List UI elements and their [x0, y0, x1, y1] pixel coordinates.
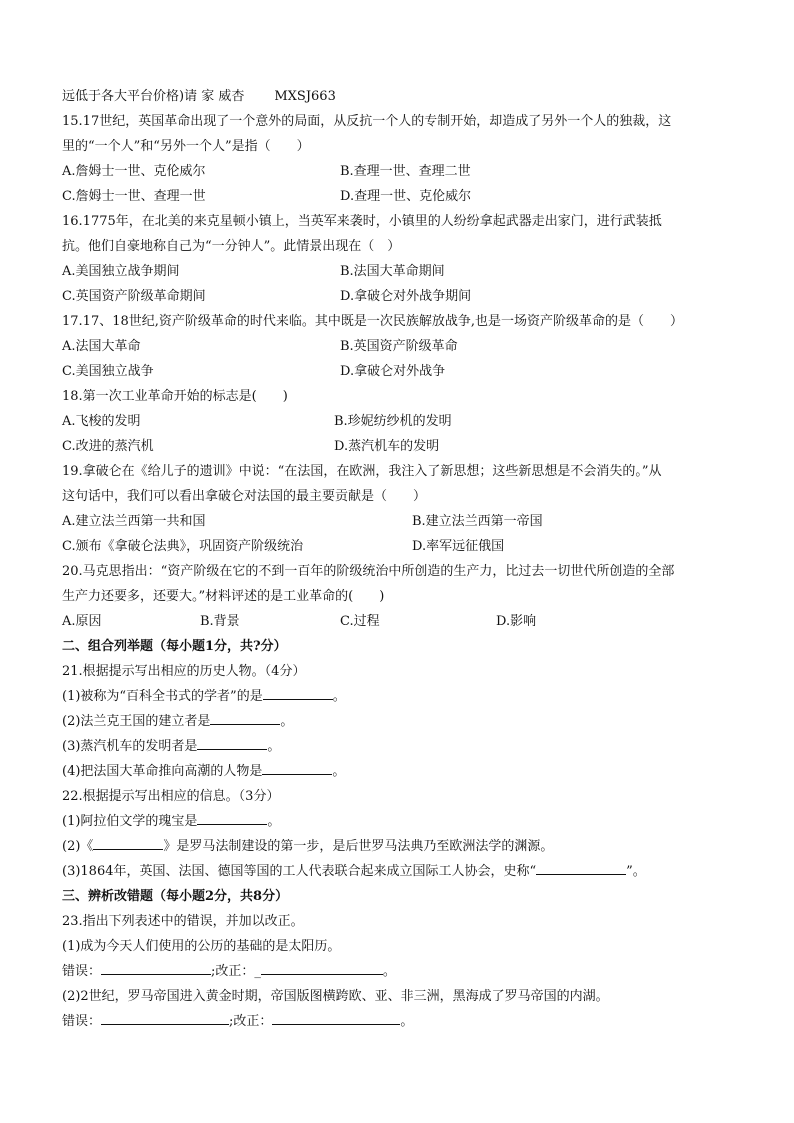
q21-stem: 21.根据提示写出相应的历史人物。（4分） — [62, 664, 306, 679]
q23-error-blank-2[interactable] — [101, 1010, 229, 1025]
q16-option-a: A.美国独立战争期间 — [62, 264, 180, 279]
q20-options-row — [62, 609, 738, 634]
q21-item-4-text: (4)把法国大革命推向高潮的人物是 — [62, 764, 263, 779]
q21-item-2-text: (2)法兰克王国的建立者是 — [62, 714, 211, 729]
q23-answer-line-2 — [62, 1009, 738, 1034]
q22-item-2-text: 》是罗马法制建设的第一步，是后世罗马法典乃至欧洲法学的渊源。 — [163, 839, 554, 854]
q23-stem: 23.指出下列表述中的错误，并加以改正。 — [62, 914, 304, 929]
q21-item-3-text: (3)蒸汽机车的发明者是 — [62, 739, 198, 754]
q18-stem: 18.第一次工业革命开始的标志是( ) — [62, 389, 288, 404]
q19-option-b: B.建立法兰西第一帝国 — [412, 514, 543, 529]
q21-item-1-end: 。 — [332, 689, 346, 704]
q23-fix-blank-2[interactable] — [272, 1010, 400, 1025]
q17-option-a: A.法国大革命 — [62, 339, 141, 354]
q21-answer-blank-2[interactable] — [210, 710, 280, 725]
q20-option-a: A.原因 — [62, 614, 102, 629]
section-3-title: 三、辨析改错题（每小题2分，共8分） — [62, 889, 289, 904]
q20-stem-1: 20.马克思指出：“资产阶级在它的不到一百年的阶级统治中所创造的生产力，比过去一切世代所创造的全部 — [62, 564, 675, 579]
q22-item-3-text: (3)1864年，英国、法国、德国等国的工人代表联合起来成立国际工人协会，史称“ — [62, 864, 537, 879]
q18-option-b: B.珍妮纺纱机的发明 — [334, 414, 452, 429]
q19-option-d: D.率军远征俄国 — [412, 539, 505, 554]
q20-stem-2: 生产力还要多，还要大。”材料评述的是工业革命的( ) — [62, 589, 385, 604]
q22-answer-blank-1[interactable] — [197, 810, 267, 825]
q17-options-row-2 — [62, 359, 738, 384]
q15-stem-2: 里的“一个人”和“另外一个人”是指（ ） — [62, 139, 310, 154]
q20-option-b: B.背景 — [200, 614, 240, 629]
q23-answer-line-1 — [62, 959, 738, 984]
q23-error-label-1: 错误： — [62, 964, 102, 979]
q18-option-c: C.改进的蒸汽机 — [62, 439, 154, 454]
q15-option-d: D.查理一世、克伦威尔 — [340, 189, 472, 204]
q23-error-blank-1[interactable] — [101, 960, 211, 975]
q19-options-row-1 — [62, 509, 738, 534]
q22-answer-blank-3[interactable] — [536, 860, 626, 875]
q21-item-3-end: 。 — [267, 739, 281, 754]
q21-answer-blank-3[interactable] — [197, 735, 267, 750]
q19-stem-1: 19.拿破仑在《给儿子的遗训》中说：“在法国，在欧洲，我注入了新思想；这些新思想是不会消失的。”从 — [62, 464, 662, 479]
q17-options-row-1 — [62, 334, 738, 359]
header-line — [62, 84, 738, 109]
q15-stem-1: 15.17世纪，英国革命出现了一个意外的局面，从反抗一个人的专制开始，却造成了另外一个人的独裁，这 — [62, 114, 672, 129]
q22-answer-blank-2[interactable] — [93, 835, 163, 850]
q21-item-3 — [62, 734, 738, 759]
q19-stem-2: 这句话中，我们可以看出拿破仑对法国的最主要贡献是（ ） — [62, 489, 427, 504]
q22-item-2-start: (2)《 — [62, 839, 94, 854]
q20-option-c: C.过程 — [340, 614, 380, 629]
q23-item-2: (2)2世纪，罗马帝国进入黄金时期，帝国版图横跨欧、亚、非三洲，黑海成了罗马帝国的内湖。 — [62, 989, 609, 1004]
q18-options-row-1 — [62, 409, 738, 434]
q21-answer-blank-1[interactable] — [263, 685, 333, 700]
q21-item-2-end: 。 — [280, 714, 294, 729]
q23-answer-end-1: 。 — [382, 964, 396, 979]
q16-stem-1: 16.1775年，在北美的来克星顿小镇上，当英军来袭时，小镇里的人纷纷拿起武器走出家门，进行武装抵 — [62, 214, 662, 229]
q23-answer-end-2: 。 — [400, 1014, 414, 1029]
q17-option-b: B.英国资产阶级革命 — [340, 339, 458, 354]
q16-option-d: D.拿破仑对外战争期间 — [340, 289, 472, 304]
q21-item-4-end: 。 — [332, 764, 346, 779]
header-text: 远低于各大平台价格)请 家 威杏 — [62, 89, 245, 104]
q21-item-1 — [62, 684, 738, 709]
q15-option-c: C.詹姆士一世、查理一世 — [62, 189, 206, 204]
q15-options-row-1 — [62, 159, 738, 184]
q20-option-d: D.影响 — [496, 614, 537, 629]
exam-page — [62, 84, 738, 1034]
q22-item-2 — [62, 834, 738, 859]
q16-options-row-1 — [62, 259, 738, 284]
q22-item-1-text: (1)阿拉伯文学的瑰宝是 — [62, 814, 198, 829]
q18-options-row-2 — [62, 434, 738, 459]
q23-item-1: (1)成为今天人们使用的公历的基础的是太阳历。 — [62, 939, 341, 954]
q15-option-a: A.詹姆士一世、克伦威尔 — [62, 164, 206, 179]
q22-item-1 — [62, 809, 738, 834]
q23-error-label-2: 错误： — [62, 1014, 102, 1029]
q17-option-c: C.美国独立战争 — [62, 364, 154, 379]
q21-item-4 — [62, 759, 738, 784]
section-2-title: 二、组合列举题（每小题1分，共?分） — [62, 639, 287, 654]
q22-item-3 — [62, 859, 738, 884]
q21-item-2 — [62, 709, 738, 734]
q19-options-row-2 — [62, 534, 738, 559]
q16-option-b: B.法国大革命期间 — [340, 264, 445, 279]
q15-option-b: B.查理一世、查理二世 — [340, 164, 471, 179]
q16-stem-2: 抗。他们自豪地称自己为“一分钟人”。此情景出现在（ ） — [62, 239, 401, 254]
q23-fix-label-2: ;改正： — [229, 1014, 273, 1029]
q21-answer-blank-4[interactable] — [262, 760, 332, 775]
q17-stem: 17.17、18世纪,资产阶级革命的时代来临。其中既是一次民族解放战争,也是一场资产阶级革命的是（ ） — [62, 314, 684, 329]
q19-option-c: C.颁布《拿破仑法典》，巩固资产阶级统治 — [62, 539, 304, 554]
q22-item-3-end: ”。 — [626, 864, 646, 879]
q16-options-row-2 — [62, 284, 738, 309]
q23-fix-label-1: ;改正： — [211, 964, 255, 979]
q17-option-d: D.拿破仑对外战争 — [340, 364, 446, 379]
q23-fix-blank-1[interactable] — [261, 960, 383, 975]
q21-item-1-text: (1)被称为“百科全书式的学者”的是 — [62, 689, 263, 704]
q15-options-row-2 — [62, 184, 738, 209]
q18-option-d: D.蒸汽机车的发明 — [334, 439, 440, 454]
header-code: MXSJ663 — [274, 89, 336, 104]
q22-stem: 22.根据提示写出相应的信息。（3分） — [62, 789, 280, 804]
q16-option-c: C.英国资产阶级革命期间 — [62, 289, 206, 304]
q23-fix-mark-1: _ — [254, 964, 261, 979]
q19-option-a: A.建立法兰西第一共和国 — [62, 514, 206, 529]
q22-item-1-end: 。 — [267, 814, 281, 829]
q18-option-a: A.飞梭的发明 — [62, 414, 141, 429]
